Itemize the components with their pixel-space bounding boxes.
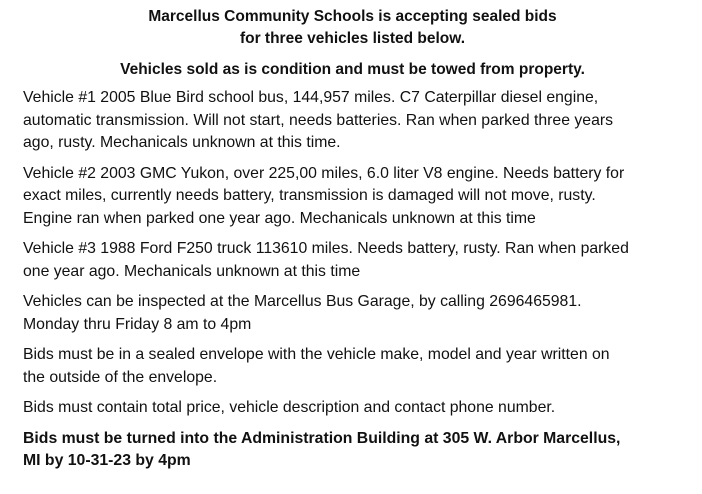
vehicle-2-line-2: exact miles, currently needs battery, transmission is damaged will not move, rusty. <box>23 187 596 204</box>
envelope-paragraph <box>23 344 682 389</box>
vehicle-2-line-1: Vehicle #2 2003 GMC Yukon, over 225,00 miles, 6.0 liter V8 engine. Needs battery for <box>23 164 625 182</box>
deadline-line-1: Bids must be turned into the Administration Building at 305 W. Arbor Marcellus, <box>23 429 621 447</box>
title-line-1: Marcellus Community Schools is accepting sealed bids <box>148 8 557 25</box>
vehicle-3-line-2: one year ago. Mechanicals unknown at this time <box>23 262 361 280</box>
inspection-line-2: Monday thru Friday 8 am to 4pm <box>23 315 252 333</box>
vehicle-2-line-3: Engine ran when parked one year ago. Mechanicals unknown at this time <box>23 209 536 227</box>
vehicle-1-paragraph <box>23 87 682 155</box>
bid-contents-line-1: Bids must contain total price, vehicle description and contact phone number. <box>23 399 556 416</box>
vehicle-1-line-3: ago, rusty. Mechanicals unknown at this time. <box>23 134 341 151</box>
inspection-line-1: Vehicles can be inspected at the Marcellus Bus Garage, by calling 2696465981. <box>23 293 582 310</box>
deadline-line-2: MI by 10-31-23 by 4pm <box>23 452 191 469</box>
envelope-line-1: Bids must be in a sealed envelope with the vehicle make, model and year written on <box>23 346 610 363</box>
bid-contents-paragraph <box>23 397 682 420</box>
vehicle-2-paragraph <box>23 163 682 231</box>
vehicle-3-paragraph <box>23 238 682 283</box>
inspection-paragraph <box>23 291 682 336</box>
vehicle-1-line-2: automatic transmission. Will not start, needs batteries. Ran when parked three years <box>23 111 614 129</box>
deadline-paragraph <box>23 428 682 473</box>
condition-notice: Vehicles sold as is condition and must be towed from property. <box>120 61 585 78</box>
title-line-2: for three vehicles listed below. <box>239 30 466 47</box>
envelope-line-2: the outside of the envelope. <box>23 368 218 386</box>
vehicle-3-line-1: Vehicle #3 1988 Ford F250 truck 113610 miles. Needs battery, rusty. Ran when parked <box>23 240 629 257</box>
notice-title <box>23 6 682 50</box>
vehicle-1-line-1: Vehicle #1 2005 Blue Bird school bus, 144,957 miles. C7 Caterpillar diesel engine, <box>23 89 599 106</box>
